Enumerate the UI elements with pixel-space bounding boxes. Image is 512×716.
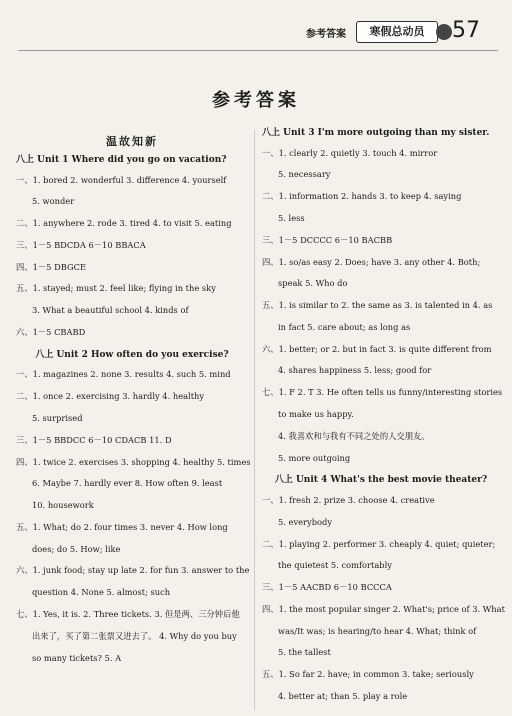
unit1-answers [16, 176, 248, 338]
unit2-answers [16, 369, 251, 663]
answer-line: 六、1－5 CBABD [16, 327, 86, 338]
section-title: 温故知新 [106, 135, 158, 148]
page-number: 57 [452, 18, 480, 43]
unit3-answers [262, 147, 503, 464]
answer-line: speak 5. Who do [278, 278, 348, 289]
answer-line: 四、1. twice 2. exercises 3. shopping 4. healthy 5. times [16, 456, 251, 467]
unit-heading: 八上 Unit 4 What's the best movie theater? [274, 475, 488, 486]
column-divider [254, 130, 255, 710]
answer-line: was/It was; is hearing/to hear 4. What; think of [278, 625, 477, 636]
answer-line: 三、1－5 BBDCC 6－10 CDACB 11. D [16, 434, 172, 445]
answer-line: 5. surprised [32, 413, 83, 423]
answer-line: 一、1. bored 2. wonderful 3. difference 4. yourself [16, 174, 227, 185]
answer-line: 3. What a beautiful school 4. kinds of [32, 305, 189, 316]
book-title: 寒假总动员 [356, 21, 438, 43]
answer-line: 五、1. What; do 2. four times 3. never 4. How long [16, 521, 228, 532]
answer-line: in fact 5. care about; as long as [278, 321, 411, 332]
answer-line: 一、1. clearly 2. quietly 3. touch 4. mirror [262, 147, 438, 158]
header-label: 参考答案 [306, 29, 346, 40]
answer-line: 5. everybody [278, 516, 333, 527]
answer-line: 七、1. Yes, it is. 2. Three tickets. 3. 但是两、三分钟后他 [16, 609, 240, 620]
answer-line: does; do 5. How; like [32, 543, 121, 554]
answer-line: 五、1. So far 2. have; in common 3. take; seriously [262, 669, 474, 680]
answer-line: 四、1. so/as easy 2. Does; have 3. any other 4. Both; [262, 256, 481, 267]
answer-line: 4. shares happiness 5. less; good for [278, 365, 432, 376]
answer-line: 五、1. is similar to 2. the same as 3. is talented in 4. as [262, 300, 493, 311]
answer-line: 5. the tallest [278, 647, 331, 658]
answer-line: 5. less [278, 212, 305, 223]
answer-line: 出来了，买了第二张票又进去了。 4. Why do you buy [32, 630, 237, 641]
answer-line: 一、1. fresh 2. prize 3. choose 4. creative [262, 494, 435, 505]
answer-line: the quietest 5. comfortably [278, 560, 392, 571]
answer-line: 三、1－5 BDCDA 6－10 BBACA [16, 239, 146, 250]
answer-line: 二、1. anywhere 2. rode 3. tired 4. to visit 5. eating [16, 218, 232, 229]
answer-line: 一、1. magazines 2. none 3. results 4. such 5. mind [16, 369, 231, 380]
right-column [262, 128, 505, 714]
answer-line: 五、1. stayed; must 2. feel like; flying in the sky [16, 283, 216, 294]
header-rule [18, 50, 498, 51]
answer-line: 二、1. information 2. hands 3. to keep 4. saying [262, 191, 462, 202]
answer-line: 4. 我喜欢和与我有不同之处的人交朋友。 [278, 430, 430, 441]
answer-line: to make us happy. [278, 408, 354, 419]
answer-line: 二、1. playing 2. performer 3. cheaply 4. quiet; quieter; [262, 538, 496, 549]
answer-line: so many tickets? 5. A [32, 652, 122, 663]
page-title: 参考答案 [212, 90, 300, 111]
left-column [16, 128, 251, 675]
unit4-answers [262, 494, 505, 702]
answer-line: 10. housework [32, 500, 94, 511]
answer-line: 5. necessary [278, 169, 331, 180]
answer-line: 6. Maybe 7. hardly ever 8. How often 9. least [32, 478, 223, 489]
answer-line: 四、1. the most popular singer 2. What's; price of 3. What [262, 603, 505, 614]
unit-heading: 八上 Unit 2 How often do you exercise? [35, 349, 229, 360]
answer-line: 七、1. F 2. T 3. He often tells us funny/interesting stories [262, 387, 503, 398]
answer-line: question 4. None 5. almost; such [32, 587, 171, 598]
page-header [300, 18, 490, 46]
answer-line: 四、1－5 DBGCE [16, 261, 87, 272]
answer-line: 5. wonder [32, 196, 75, 207]
unit-heading: 八上 Unit 3 I'm more outgoing than my sister. [262, 128, 490, 138]
answer-line: 三、1－5 AACBD 6－10 BCCCA [262, 582, 392, 593]
answer-line: 六、1. better; or 2. but in fact 3. is quite different from [262, 343, 492, 354]
answer-line: 4. better at; than 5. play a role [278, 690, 408, 701]
answer-line: 三、1－5 DCCCC 6－10 BACBB [262, 234, 393, 245]
answer-line: 二、1. once 2. exercising 3. hardly 4. healthy [16, 391, 205, 402]
answer-line: 5. more outgoing [278, 452, 351, 463]
apple-icon [436, 24, 452, 40]
unit-heading: 八上 Unit 1 Where did you go on vacation? [16, 154, 227, 165]
answer-line: 六、1. junk food; stay up late 2. for fun 3. answer to the [16, 565, 250, 576]
